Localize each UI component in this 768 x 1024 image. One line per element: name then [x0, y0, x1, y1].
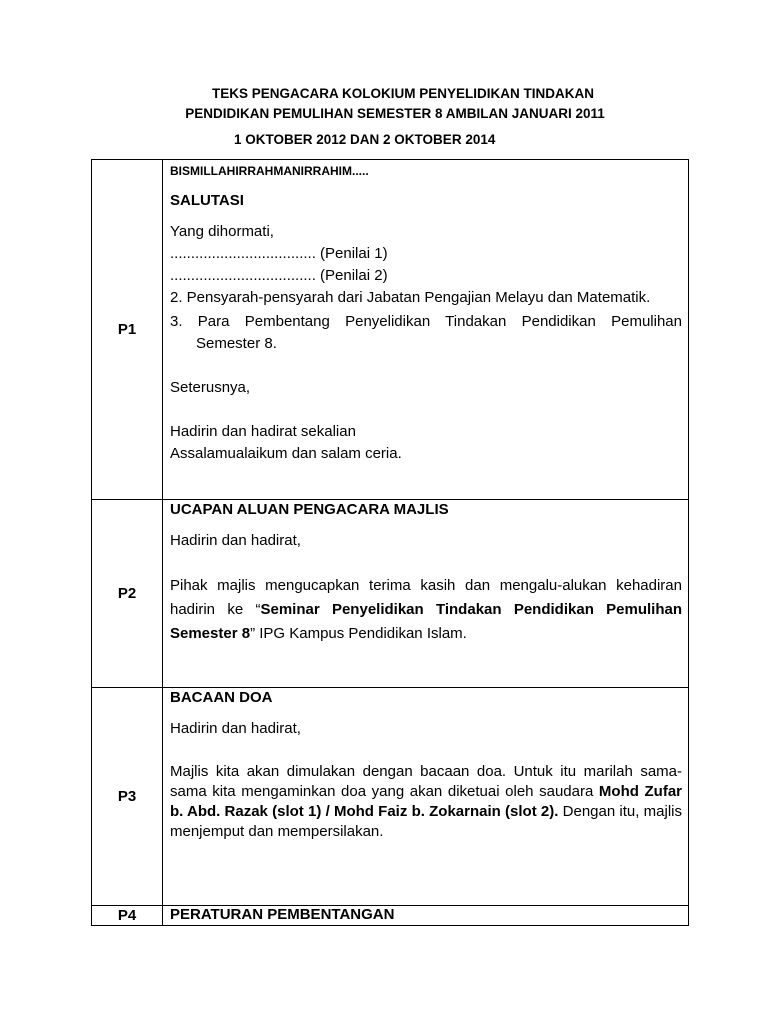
seterusnya-text: Seterusnya, — [170, 379, 251, 396]
row-label-p2: P2 — [92, 500, 163, 688]
row-label-p1: P1 — [92, 160, 163, 500]
opening-text: BISMILLAHIRRAHMANIRRAHIM..... — [170, 164, 369, 178]
greeting-text: Hadirin dan hadirat, — [170, 532, 301, 549]
salam-text: Assalamualaikum dan salam ceria. — [170, 445, 402, 462]
welcome-paragraph — [170, 574, 682, 646]
salutation-item-3: 3. Para Pembentang Penyelidikan Tindakan Pendidikan Pemulihan Semester 8. — [170, 313, 682, 352]
header-date-line: 1 OKTOBER 2012 DAN 2 OKTOBER 2014 — [234, 132, 496, 147]
row-label-p3: P3 — [92, 688, 163, 906]
doa-paragraph — [170, 762, 682, 842]
penilai-2-line: ................................... (Penilai 2) — [170, 267, 388, 284]
seminar-name: Seminar Penyelidikan Tindakan Pendidikan Pemulihan Semester 8 — [170, 601, 683, 642]
section-heading-ucapan-aluan: UCAPAN ALUAN PENGACARA MAJLIS — [170, 501, 449, 518]
table-row-p3 — [92, 688, 689, 906]
doa-text-start: Majlis kita akan dimulakan dengan bacaan doa. Untuk itu marilah sama-sama kita mengaminkan doa yang akan diketuai oleh saudara — [170, 763, 682, 800]
table-row-p4 — [92, 906, 689, 926]
doa-leader-names: Mohd Zufar b. Abd. Razak (slot 1) / Mohd Faiz b. Zokarnain (slot 2). — [170, 783, 682, 820]
script-table — [91, 159, 689, 926]
greeting-text: Yang dihormati, — [170, 223, 274, 240]
header-title-line-1: TEKS PENGACARA KOLOKIUM PENYELIDIKAN TINDAKAN — [211, 86, 594, 101]
table-row-p1 — [92, 160, 689, 500]
row-content-p1 — [163, 160, 689, 500]
header-title-line-2: PENDIDIKAN PEMULIHAN SEMESTER 8 AMBILAN JANUARI 2011 — [185, 106, 605, 121]
row-content-p3 — [163, 688, 689, 906]
row-content-p4 — [163, 906, 689, 926]
row-content-p2 — [163, 500, 689, 688]
row-label-p4: P4 — [92, 906, 163, 926]
audience-text: Hadirin dan hadirat sekalian — [170, 423, 356, 440]
document-header — [0, 84, 768, 150]
welcome-text-start: Pihak majlis mengucapkan terima kasih dan mengalu-alukan kehadiran hadirin ke “ — [170, 577, 682, 618]
section-heading-peraturan: PERATURAN PEMBENTANGAN — [170, 906, 395, 923]
welcome-text-end: ” IPG Kampus Pendidikan Islam. — [250, 625, 467, 642]
salutation-item-2: 2. Pensyarah-pensyarah dari Jabatan Pengajian Melayu dan Matematik. — [170, 289, 651, 306]
penilai-1-line: ................................... (Penilai 1) — [170, 245, 388, 262]
table-row-p2 — [92, 500, 689, 688]
greeting-text: Hadirin dan hadirat, — [170, 720, 301, 737]
doa-text-end: Dengan itu, majlis menjemput dan mempersilakan. — [170, 803, 682, 840]
section-heading-bacaan-doa: BACAAN DOA — [170, 689, 273, 706]
section-heading-salutasi: SALUTASI — [170, 192, 244, 209]
